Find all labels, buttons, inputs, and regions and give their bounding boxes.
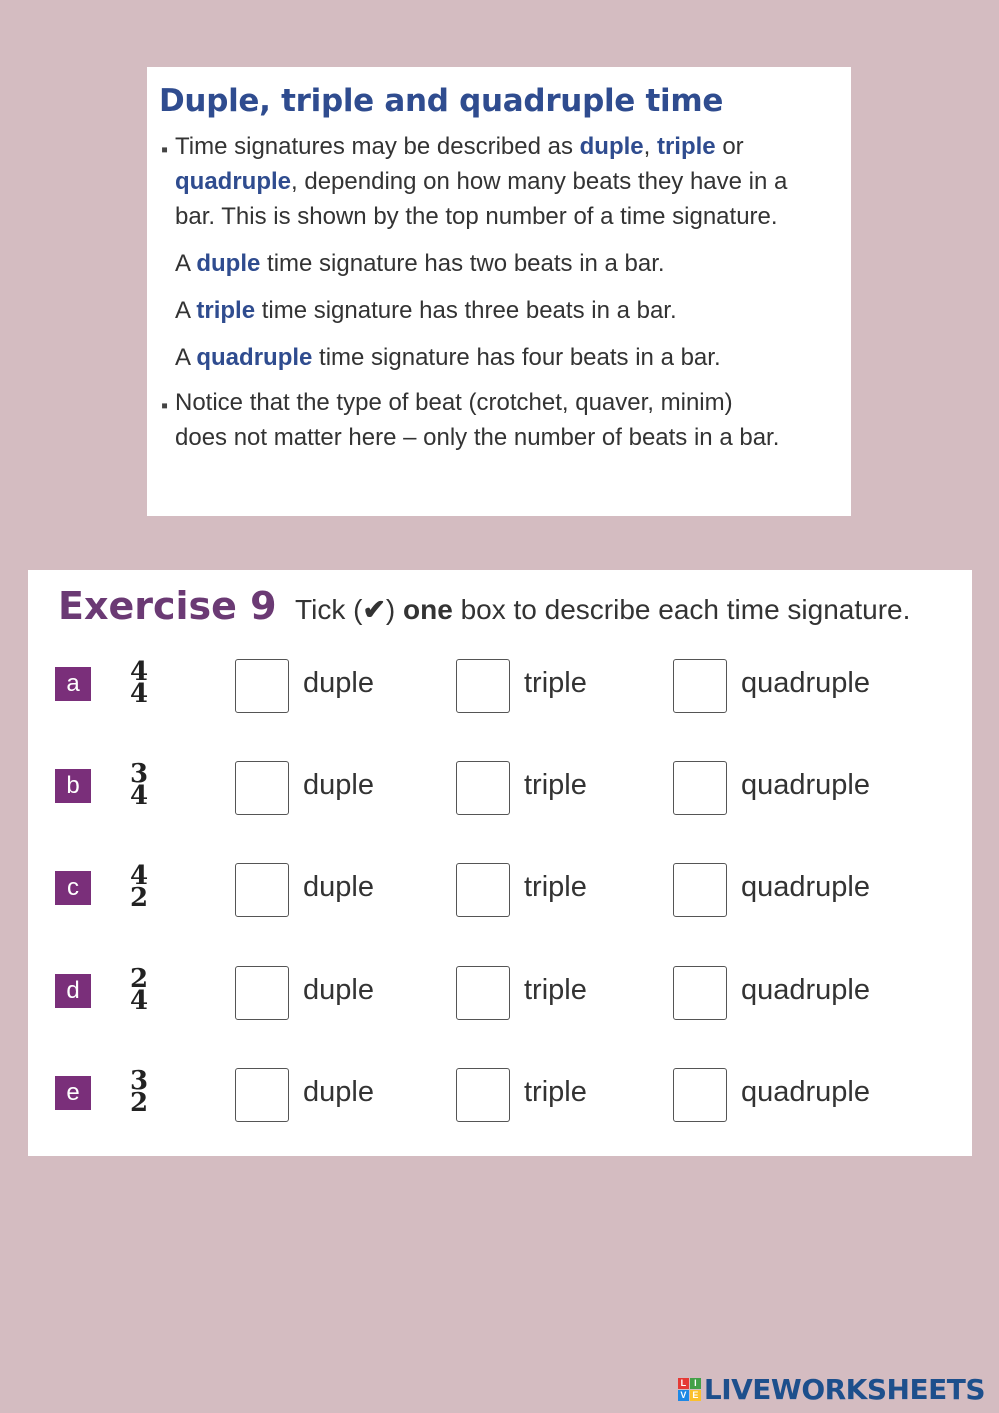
- exercise-heading: [58, 584, 910, 628]
- exercise-instruction: Tick (✔) one box to describe each time signature.: [295, 594, 911, 625]
- option-label: quadruple: [741, 871, 870, 903]
- paragraph-1-line-2: quadruple, depending on how many beats they have in a: [175, 168, 788, 195]
- exercise-row-d: [28, 964, 972, 1044]
- checkbox-duple[interactable]: [235, 863, 289, 917]
- liveworksheets-logo: [678, 1372, 985, 1406]
- checkbox-quadruple[interactable]: [673, 659, 727, 713]
- exercise-row-c: [28, 861, 972, 941]
- option-label: quadruple: [741, 974, 870, 1006]
- paragraph-2-line-2: does not matter here – only the number of beats in a bar.: [175, 424, 780, 451]
- row-label: c: [55, 871, 91, 905]
- keyword-quadruple: quadruple: [175, 168, 292, 195]
- paragraph-1: ▪ Time signatures may be described as duple, triple or: [159, 129, 851, 164]
- option-label: triple: [524, 1076, 587, 1108]
- exercise-row-b: [28, 759, 972, 839]
- checkbox-triple[interactable]: [456, 863, 510, 917]
- checkbox-triple[interactable]: [456, 761, 510, 815]
- checkbox-duple[interactable]: [235, 1068, 289, 1122]
- checkbox-quadruple[interactable]: [673, 761, 727, 815]
- time-signature: 4 4: [129, 657, 149, 709]
- row-label: a: [55, 667, 91, 701]
- checkbox-triple[interactable]: [456, 1068, 510, 1122]
- checkbox-quadruple[interactable]: [673, 863, 727, 917]
- liveworksheets-icon: L I V E: [678, 1378, 701, 1401]
- option-label: triple: [524, 871, 587, 903]
- checkbox-quadruple[interactable]: [673, 966, 727, 1020]
- exercise-title: Exercise 9: [58, 584, 277, 628]
- exercise-row-e: [28, 1066, 972, 1146]
- time-signature: 2 4: [129, 964, 149, 1016]
- checkbox-duple[interactable]: [235, 659, 289, 713]
- checkbox-quadruple[interactable]: [673, 1068, 727, 1122]
- bullet-icon: ▪: [161, 139, 169, 161]
- paragraph-2: ▪ Notice that the type of beat (crotchet, quaver, minim): [159, 385, 851, 420]
- exercise-row-a: [28, 657, 972, 737]
- option-label: duple: [303, 1076, 374, 1108]
- definition-duple: A duple time signature has two beats in a bar.: [175, 250, 665, 277]
- definition-triple: A triple time signature has three beats in a bar.: [175, 297, 677, 324]
- option-label: duple: [303, 871, 374, 903]
- option-label: quadruple: [741, 667, 870, 699]
- option-label: duple: [303, 974, 374, 1006]
- option-label: triple: [524, 974, 587, 1006]
- row-label: e: [55, 1076, 91, 1110]
- exercise-card: [28, 570, 972, 1156]
- option-label: triple: [524, 667, 587, 699]
- definition-quadruple: A quadruple time signature has four beats in a bar.: [175, 344, 721, 371]
- checkbox-triple[interactable]: [456, 966, 510, 1020]
- brand-name: LIVEWORKSHEETS: [703, 1372, 985, 1406]
- bullet-icon: ▪: [161, 395, 169, 417]
- time-signature: 3 4: [129, 759, 149, 811]
- checkbox-triple[interactable]: [456, 659, 510, 713]
- option-label: duple: [303, 769, 374, 801]
- option-label: duple: [303, 667, 374, 699]
- tick-icon: ✔: [362, 594, 386, 625]
- info-title: Duple, triple and quadruple time: [159, 83, 724, 119]
- option-label: quadruple: [741, 769, 870, 801]
- row-label: d: [55, 974, 91, 1008]
- info-card: [147, 67, 851, 516]
- keyword-duple: duple: [579, 133, 644, 160]
- time-signature: 3 2: [129, 1066, 149, 1118]
- option-label: triple: [524, 769, 587, 801]
- paragraph-1-line-3: bar. This is shown by the top number of a time signature.: [175, 203, 778, 230]
- time-signature: 4 2: [129, 861, 149, 913]
- keyword-triple: triple: [656, 133, 716, 160]
- row-label: b: [55, 769, 91, 803]
- checkbox-duple[interactable]: [235, 761, 289, 815]
- option-label: quadruple: [741, 1076, 870, 1108]
- checkbox-duple[interactable]: [235, 966, 289, 1020]
